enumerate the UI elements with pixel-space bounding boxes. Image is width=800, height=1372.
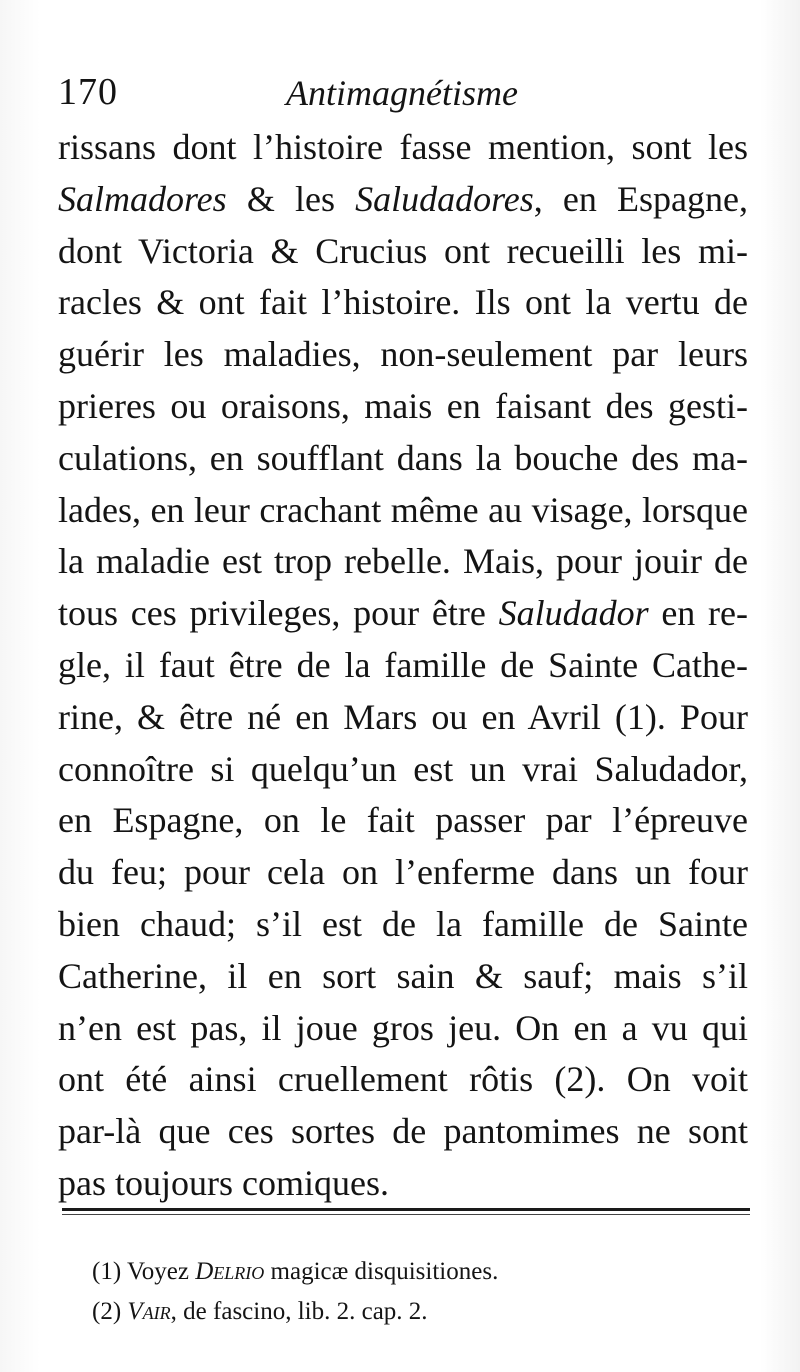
text-segment: & les	[226, 178, 356, 219]
running-title: Antimagnétisme	[286, 73, 518, 113]
text-line	[58, 174, 748, 226]
footnote-segment: lib. 2. cap. 2.	[297, 1298, 428, 1325]
text-segment: par-là que ces sortes de pantomimes ne sont	[58, 1111, 748, 1152]
text-segment: dont Victoria & Crucius ont recueilli les mi-	[58, 230, 748, 271]
text-segment: lades, en leur crachant même au visage, lorsque	[58, 489, 748, 530]
text-line	[58, 588, 748, 640]
footnote-segment: ,	[170, 1298, 184, 1325]
footnote	[92, 1252, 732, 1292]
text-line	[58, 1054, 748, 1106]
page-number: 170	[58, 71, 118, 113]
italic-text: Saludador	[498, 593, 649, 634]
text-segment: n’en est pas, il joue gros jeu. On en a vu qui	[58, 1007, 748, 1048]
text-line	[58, 433, 748, 485]
footnote-segment: de fascino	[183, 1298, 286, 1325]
text-line	[58, 744, 748, 796]
text-line	[58, 226, 748, 278]
text-line	[58, 847, 748, 899]
text-segment: rine, & être né en Mars ou en Avril (1). Pour	[58, 696, 748, 737]
text-line	[58, 899, 748, 951]
text-line	[58, 277, 748, 329]
text-segment: rissans dont l’histoire fasse mention, sont les	[58, 127, 748, 167]
footnote-segment: ,	[285, 1298, 298, 1325]
text-line	[58, 1003, 748, 1055]
italic-text: Saludadores	[355, 178, 534, 219]
text-line	[58, 122, 748, 174]
text-segment: Catherine, il en sort sain & sauf; mais s’il	[58, 955, 748, 996]
text-segment: bien chaud; s’il est de la famille de Sainte	[58, 903, 748, 944]
text-segment: du feu; pour cela on l’enferme dans un four	[58, 852, 748, 893]
text-line	[58, 381, 748, 433]
text-segment: la maladie est trop rebelle. Mais, pour jouir de	[58, 541, 748, 582]
footnote-segment: Vair	[127, 1298, 171, 1325]
text-segment: culations, en soufflant dans la bouche des ma-	[58, 437, 748, 478]
text-line	[58, 692, 748, 744]
text-segment: connoître si quelqu’un est un vrai Saludador,	[58, 748, 748, 789]
text-segment: en re-	[648, 593, 749, 634]
text-segment: pas toujours comiques.	[58, 1162, 389, 1203]
footnote-segment: (1) Voyez	[92, 1258, 196, 1285]
footnote-segment: (2)	[92, 1298, 128, 1325]
footnote	[92, 1292, 732, 1332]
text-segment: ont été ainsi cruellement rôtis (2). On voit	[58, 1059, 748, 1100]
text-line	[58, 1158, 748, 1210]
italic-text: Salmadores	[58, 178, 227, 219]
footnote-rule-thin	[62, 1214, 750, 1215]
text-line	[58, 485, 748, 537]
text-segment: tous ces privileges, pour être	[58, 593, 499, 634]
text-line	[58, 795, 748, 847]
running-head	[58, 70, 758, 120]
footnote-segment: Delrio	[195, 1258, 265, 1285]
text-segment: gle, il faut être de la famille de Sainte Cathe-	[58, 644, 748, 685]
footnote-rule	[62, 1208, 750, 1211]
text-line	[58, 536, 748, 588]
text-line	[58, 329, 748, 381]
footnote-segment: magicæ disquisitiones.	[264, 1258, 499, 1285]
text-line	[58, 640, 748, 692]
footnotes	[92, 1252, 732, 1332]
text-segment: guérir les maladies, non-seulement par leurs	[58, 334, 748, 375]
body-text	[58, 122, 748, 1210]
text-segment: , en Espagne,	[533, 178, 749, 219]
text-segment: racles & ont fait l’histoire. Ils ont la vertu de	[58, 282, 748, 323]
text-line	[58, 1106, 748, 1158]
text-segment: en Espagne, on le fait passer par l’épreuve	[58, 800, 748, 841]
text-segment: prieres ou oraisons, mais en faisant des gesti-	[58, 385, 748, 426]
text-line	[58, 951, 748, 1003]
